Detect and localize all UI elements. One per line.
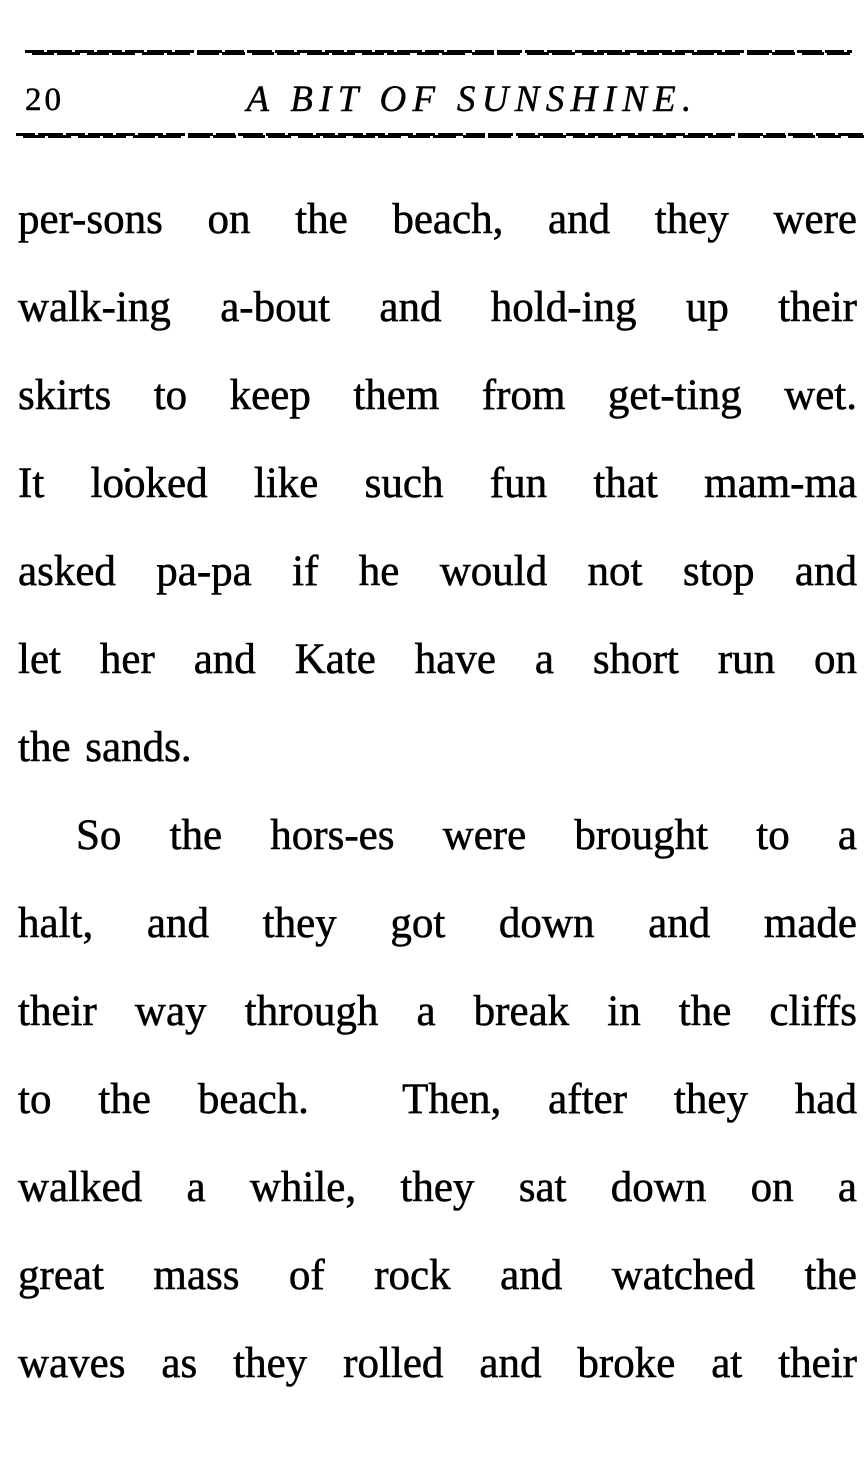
text-line: halt, and they got down and made	[18, 900, 857, 947]
text-line: per-sons on the beach, and they were	[18, 196, 857, 243]
body-text	[18, 176, 857, 1408]
text-line-paragraph-end: the sands.	[18, 724, 192, 771]
text-line: walked a while, they sat down on a	[18, 1164, 857, 1211]
text-line-paragraph-start: So the hors-es were brought to a	[76, 812, 857, 859]
text-line: let her and Kate have a short run on	[18, 636, 857, 683]
text-line: to the beach. Then, after they had	[18, 1076, 857, 1123]
text-line: asked pa-pa if he would not stop and	[18, 548, 857, 595]
text-line: great mass of rock and watched the	[18, 1252, 857, 1299]
text-line: skirts to keep them from get-ting wet.	[18, 372, 857, 419]
header-rule-bottom	[16, 133, 864, 139]
header-rule-top	[25, 50, 852, 56]
running-header-title: A BIT OF SUNSHINE.	[246, 79, 698, 120]
text-line: It looked like such fun that mam-ma	[18, 460, 857, 507]
page-number: 20	[25, 82, 64, 118]
text-line: waves as they rolled and broke at their	[18, 1340, 857, 1387]
text-line: walk-ing a-bout and hold-ing up their	[18, 284, 857, 331]
text-line: their way through a break in the cliffs	[18, 988, 857, 1035]
